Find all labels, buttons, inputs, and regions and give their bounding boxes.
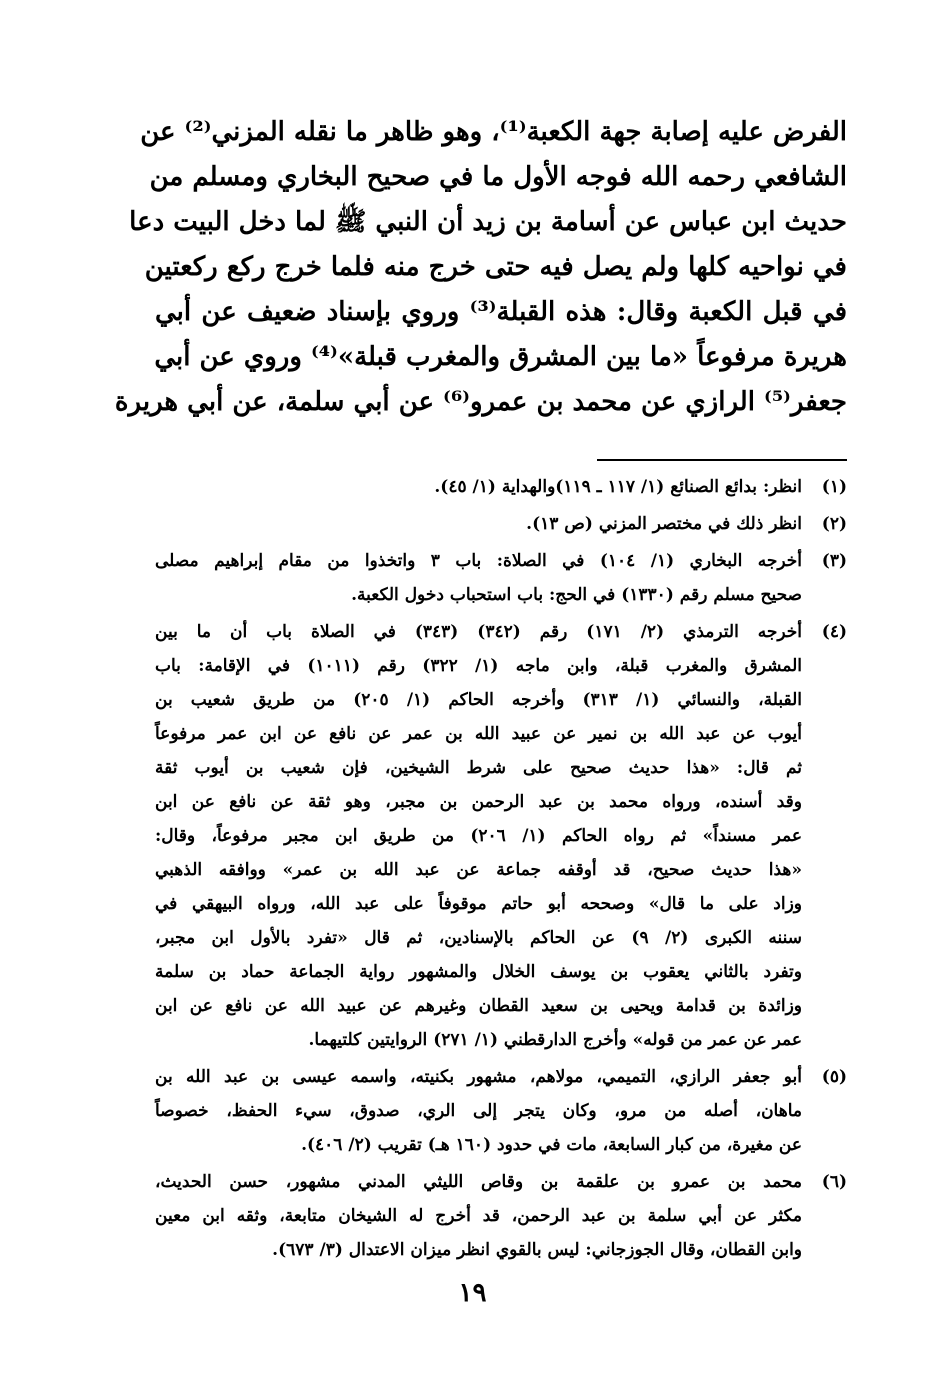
footnote xyxy=(155,615,847,1057)
footnote-number: (٣) xyxy=(821,551,847,571)
footnote-line: أيوب عن عبد الله بن نمير عن عبيد الله بن عمر عن نافع عن ابن عمر مرفوعاً xyxy=(155,724,802,744)
page-number: ١٩ xyxy=(458,1278,487,1308)
footnote-line: محمد بن عمرو بن علقمة بن وقاص الليثي المدني مشهور، حسن الحديث، xyxy=(155,1172,802,1192)
footnote-line: وزاد على ما قال» وصححه أبو حاتم موقوفاً على عبد الله، ورواه البيهقي في xyxy=(155,894,802,914)
main-text-line: هريرة مرفوعاً «ما بين المشرق والمغرب قبلة»⁽⁴⁾ وروي عن أبي xyxy=(154,342,847,372)
footnote-line: ثم قال: «هذا حديث صحيح على شرط الشيخين، فإن شعيب بن أيوب ثقة xyxy=(155,758,802,778)
main-text-line: في نواحيه كلها ولم يصل فيه حتى خرج منه فلما خرج ركع ركعتين xyxy=(144,252,847,282)
footnote-separator xyxy=(597,459,847,461)
footnote-line: المشرق والمغرب قبلة، وابن ماجه (١/ ٣٢٢) رقم (١٠١١) في الإقامة: باب xyxy=(155,656,803,676)
footnote-line: ماهان، أصله من مرو، وكان يتجر إلى الري، صدوق، سيء الحفظ، خصوصاً xyxy=(155,1101,802,1121)
footnote xyxy=(155,1060,847,1162)
footnote-number: (٥) xyxy=(821,1067,847,1087)
footnote-body xyxy=(155,615,802,1057)
main-text-line: الشافعي رحمه الله فوجه الأول ما في صحيح البخاري ومسلم من xyxy=(149,162,847,192)
footnote-number: (٦) xyxy=(821,1172,847,1192)
footnote-line: وابن القطان، وقال الجوزجاني: ليس بالقوي انظر ميزان الاعتدال (٣/ ٦٧٣). xyxy=(272,1240,802,1260)
footnote-body xyxy=(155,544,802,612)
footnote-line: وتفرد بالثاني يعقوب بن يوسف الخلال والمشهور رواية الجماعة حماد بن سلمة xyxy=(155,962,803,982)
footnote-line: انظر ذلك في مختصر المزني (ص ١٣). xyxy=(526,514,802,534)
footnote-line: أخرجه البخاري (١/ ١٠٤) في الصلاة: باب ٣ واتخذوا من مقام إبراهيم مصلى xyxy=(155,551,802,571)
main-text-line: حديث ابن عباس عن أسامة بن زيد أن النبي ﷺ لما دخل البيت دعا xyxy=(129,207,847,237)
main-text-line: في قبل الكعبة وقال: هذه القبلة⁽³⁾ وروي بإسناد ضعيف عن أبي xyxy=(155,297,847,327)
footnote-body xyxy=(155,507,802,541)
footnote-line: عن مغيرة، من كبار السابعة، مات في حدود (١٦٠ هـ) تقريب (٢/ ٤٠٦). xyxy=(301,1135,802,1155)
main-text xyxy=(114,110,847,425)
footnote-number: (٢) xyxy=(821,514,847,534)
footnote xyxy=(155,1165,847,1267)
footnote-line: وزائدة بن قدامة ويحيى بن سعيد القطان وغيرهم عن عبيد الله عن نافع عن ابن xyxy=(155,996,802,1016)
footnote xyxy=(155,544,847,612)
footnote-line: عمر مسنداً» ثم رواه الحاكم (١/ ٢٠٦) من طريق ابن مجبر مرفوعاً، وقال: xyxy=(155,826,802,846)
main-text-line: الفرض عليه إصابة جهة الكعبة⁽¹⁾، وهو ظاهر ما نقله المزني⁽²⁾ عن xyxy=(140,117,847,147)
footnote-line: أبو جعفر الرازي، التميمي، مولاهم، مشهور بكنيته، واسمه عيسى بن عبد الله بن xyxy=(155,1067,802,1087)
main-text-line: جعفر⁽⁵⁾ الرازي عن محمد بن عمرو⁽⁶⁾ عن أبي سلمة، عن أبي هريرة xyxy=(114,387,847,417)
footnotes xyxy=(155,470,847,1270)
footnote-line: صحيح مسلم رقم (١٣٣٠) في الحج: باب استحباب دخول الكعبة. xyxy=(351,585,802,605)
footnote-number: (١) xyxy=(821,477,847,497)
footnote-body xyxy=(155,1165,802,1267)
footnote-line: انظر: بدائع الصنائع (١/ ١١٧ ـ ١١٩)والهداية (١/ ٤٥). xyxy=(434,477,802,497)
footnote-number: (٤) xyxy=(821,622,847,642)
footnote-line: مكثر عن أبي سلمة بن عبد الرحمن، قد أخرج له الشيخان متابعة، وثقه ابن معين xyxy=(155,1206,802,1226)
footnote-line: «هذا حديث صحيح، قد أوقفه جماعة عن عبد الله بن عمر» ووافقه الذهبي xyxy=(155,860,802,880)
footnote-line: أخرجه الترمذي (٢/ ١٧١) رقم (٣٤٢) (٣٤٣) في الصلاة باب أن ما بين xyxy=(155,622,802,642)
footnote xyxy=(155,470,847,504)
footnote xyxy=(155,507,847,541)
footnote-line: عمر عن عمر من قوله» وأخرج الدارقطني (١/ ٢٧١) الروايتين كلتيهما. xyxy=(308,1030,802,1050)
footnote-body xyxy=(155,470,802,504)
footnote-line: القبلة، والنسائي (١/ ٣١٣) وأخرجه الحاكم (١/ ٢٠٥) من طريق شعيب بن xyxy=(155,690,802,710)
footnote-line: سننه الكبرى (٢/ ٩) عن الحاكم بالإسنادين، ثم قال «تفرد بالأول ابن مجبر، xyxy=(155,928,802,948)
footnote-line: وقد أسنده، ورواه محمد بن عبد الرحمن بن مجبر، وهو ثقة عن نافع عن ابن xyxy=(155,792,802,812)
footnote-body xyxy=(155,1060,802,1162)
